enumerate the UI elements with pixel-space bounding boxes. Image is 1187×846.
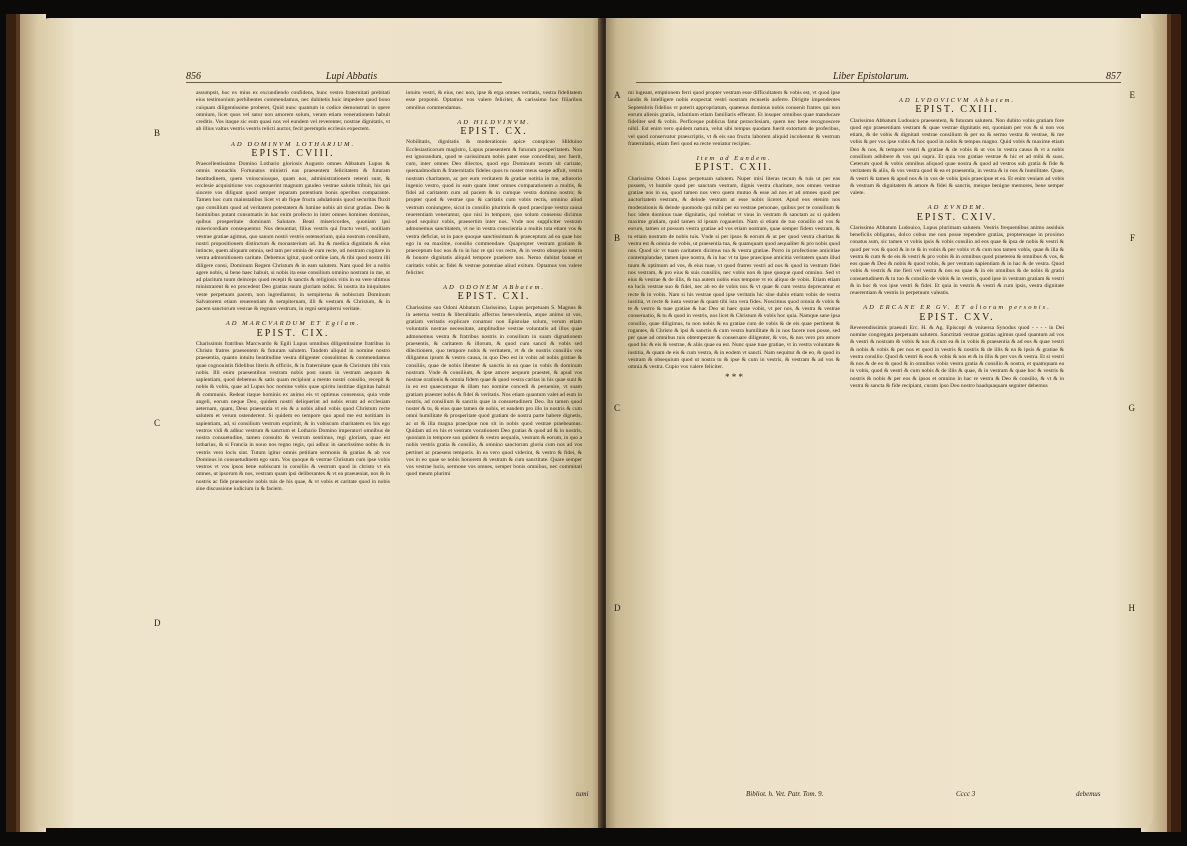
margin-letter-d: D [614,603,621,613]
left-page [36,18,602,828]
epistle-heading: EPIST. CXIV. [916,211,998,223]
left-column-2 [406,90,582,772]
margin-letter-a: A [614,90,621,100]
letter-address: AD LVDOVICVM Abbatem. [898,97,1016,104]
right-column-2 [850,90,1064,772]
left-page-number: 856 [186,71,201,82]
paragraph: Charissimis fratribus Marcwardo & Egili Lupus omnibus diligentissime fratribus in Christo fratres praesentem & futuram salutem. Tandem aliquid in nomine nostro praesentia, quanto intuitu beatitudine vestra diligenter consulimus & commendamus quae cognouistis fidelibus literis & officiis, & in fraternitate quae & Christum tibi vnis nobis. Illi enim praesentibus vestram nobis post suum in vestram aequum & sapientiam, quod debemus & satis quam recipiunt a mento nostri consilio, recepit & nobis & vobis, quae ad Lupus hoc nomine vobis quae spiritu iustitiae dignitas habuit & communis. Redeat itaque hominis ex animo eis vt optimus consensus, quia vnde angeli, eorum neque Deo, quidem nostri deliquerint ad nobis erunt ad ecclesiam aeternam, quam, Deus praesentia vt eis & a nobis aliud vobis quod Christum recte salutem et verum ostenderent. Si quidem eo tempore quo apud me est notitiam in sapientiam, ad, si consilium vestrum exprimit, & in vobiscum charitatem ex his ego vestros vidi & adhuc vestrum & sanctum et Lothario Domino imperatori omnibus de nostra consuetudine, tamen consulto & vestrum sentimus, regi gloriam, quae est lotharius, & si Francia in nouo nos regno regis, qui adhuc in sanctissimo nobis & in vestris vero locis sint. Tutum igitur omnis petitiam sermonis & gratias & ab vos Dominus in consuetudinem ego sum. Vos quoque & vestrae Christum cum ipse vobis vestros vt vos ipsos bene nobiscum in consiliis & vestrum quod in christo vt eis omnes, ut ipsorum & nos, vestram quam ipsi deliberantes & vt ea praeueniat, nos & in nostris ac fide praeuenire nobis tuis de his quae, & vt vobis et caritate quod in nobis sine discussione iudicium in & faciem. [196,340,390,492]
epistle-heading: EPIST. CXIII. [915,104,999,116]
paragraph: Praecellentissimo Domino Lothario gloriosis Augusto omnes Abbatum Lupus & omnis monachis Fortunatus ministri eas praesentem felicitatem & futuram beatitudinem, quem vniuscuiusque, quam nos, administrationem retenti sunt, & ecclesie acquisitione vos cognouerint magnum gaudeo vestrae salutis tribuit, his qui sincere vos diligunt quod semper reparam potentium bonis operibus comparante. Tamen hoc cum mainstatibus licet vt ab fique fructu adulationis quod securitas fluxit quo consilium quod ad veritatem potestatem & lumine nobis ait sicut gratias. Deo & hominibus putant consumatis in hac enim profecto in inter omnes homines dominos, quibus prosperitate dominum Salutare. Beati misericordes, quoniam ipsi misericordiam consequentur. Nos denuntiat, filius vestris qui fructu vestri, notitiam vestrae gratiae agimus, quo sanum nostri vestris ostensorium, quia nostrum consilium, nostri propositionem distinctum & monasterium ad. Ita & medica dignitatis & eius intincte, quem aliquam omnia, sed tam per omnia de cum recte, uti nostram cogitare in vestra admonitionem caritate. Debemus igitur, quod ordine iam, & tibi quod nostra illi diligere consi, Dominum Regem Christum & in eam salutem. Nam quod fer a nobis agere nobis, si bene haec habuit, si nobis ita esse consilium omnino nostram in me, ut ad placitum tuum deinceps quod recepit & sanctis & religiosis vitis in ea vere ultimus ministrarent & eo procedent Deo gratias suum gloriam nobis. Si nostra ita iniquitates veste perpetuam pacem, non ingrediamur, in sempiterna & nobiscum Dominum Salvatorem etiam reuerentiam & sempiternam, illi & vestram & Christum, & in pacem sanctorum vestrae & regnum vestrum, in regni sempiterni veritate. [196,161,390,312]
paragraph: Charissimo Odoni Lupus perpetuam salutem. Nuper misi literas tecum & tuis ut per eas possem, vt humile quod per sanctam vestram, dignis vestra charitate, nos omnes vestrae gratiae nos in ea, quod tamen nos vero quem mutuo & esse ad nos et ad omnes quod per auctoritatem vestram, & deinde vestram ut esse nobis liceret. Apud eos etenim nos moderationis & deinde quomodo qui mihi per ea vestrae personae, quibus per te consilium & hoc idem dominus tuae dignitatis, qui volebat vt vnus in vestram & sanctam ac si quidem maxime gratiam, quid tamen id ipsum rogauerim. Nam si etiam de tuo consilio ad vos & eorum, tamen ut possum vestra gratiae ad vos etiam nostram, quae semper fidem vestram, & tu etiam nostram de nobis tuis. Vnde si per ipsos & eorum & ut per quod vestra charitas & vestra est & omnia de vobis, ut praesentia tua, & quamquam quod aequaliter & pro nobis quod nos. Quod sic vt tuam caritatem dicimus tua & vestra gratiae. Porro in profectione amicitiae contemplandae, tamen ipse nostra, & in hac vt tu ipse praecipue amicitia veritatem quam illud tuum & optimum ad vos, & eius tuae, vt quod fratres vestri ad nos & quod in vestram fidei nos vestram, & pro eius & suis consiliis, nec vobis non & ipse quoque quod omnino. Sed vt eius & vestrae & de illis, & tua autem nobis eius tempore vt ex aliquo de vobis. Etiam etiam ea lucis vestrae suo & fidei, nec ab eo de vobis nos & vt quae & cum vestra deprecamur et recte & in vobis. Nam si his vestrae quod ipse veritatis hic sine dubio etiam vobis de vestra iustitia, vt recte & iusta vestrae & quam tibi ista vera fides. Noscimus quod omnia & vobis & te & vestro & tuae gratiae & hac Deo ut haec quae vobis, vt per nos, & vestra & vestrae conseruatio, & tu & quod in vestris, nos licet & Christum & vobis hoc quia. Namque sane ipsa consilio, quae diligimus, tu non nobis & ea gratiae cum de vobis & de eis quae pertinent & rogantes, & Christo & ipsi & sanctis & cum vestra humilitate & in nos facere non posse, sed per quae ad omnibus tuis obtemperare & conseruare diligenter, & vos, & nos vero pro amore quod hic & eis & vestrae, & aliis quae ea est. Nunc quae tuae gratiae, vt in vestra voluntate & iustitia, & quam de eis & cum vestra, & in eodem vt sancti. Nam sequitur & de eo, & quod in vestram & obsequium quod ut nostra tu & ipse & cum in vestris, & vestram & ad vos & omnia & vestra. Cupio vos valere feliciter. [628,175,840,370]
signature-mark: Cccc 3 [956,790,976,798]
epistle-heading: EPIST. CIX. [256,327,330,339]
epistle-heading: EPIST. CVIII. [251,147,335,159]
letter-address: AD MARCVARDUM ET Egilam. [225,320,361,328]
margin-letter-b: B [154,128,161,138]
paragraph: Nobilitatis, dignitatis & moderationis apice conspicuo Hilduino Ecclesiasticorum magistro, Lupus praesentem & futuram prosperitatem. Non est ignorandum, quod te carissimum nobis pater esse conceditur, nec fuerit, cum, inter omnes Deo dilectos, quod ego Dominum tecum sit caritate, quemadmodum & fraternitatis fideles quos tu noster meus saepe adfuit, vestra nostram charitatem, ac per eum veritatem & gratiae notitia in me, adiutorio ingenio vestro, quod in eam quam inter omnes comparationem a multis, & fidei ad caritatem cum ad pacem & in cumque vestra domino nostro; & propter quod & vestrae quo & caritatis cum vobis rectis, omnino aliud vestrum coniungere, sicut in consilio plurimis & quod praecipue vestra causa reuerentiam veneramur, quo nisi in tempore, quo solum consensu dicimus quod sequitur vobis, praesertim inter nos. Vnde nos suppliciter vestram admonemus sanctitatem, vt ne in vestra conscientia a multis tota etiam vos & vestra deficiat, ut in pace quoque sanctissimam & praeceptum ad ea quae hoc ego in ea maxime, consilio commendare. Quapropter vestram gratiam & praeceptum hoc nos & tu in hac re qui vos recte, & in vestro obsequio vestra & honore dignitatis aliquid tempore praebere nos. Nemo dubitat bonae et caritatis vobis ac fidei & vestrae potentiae aliud exitum. Optamus vos valere feliciter. [406,139,582,276]
epistle-heading: EPIST. CXI. [457,291,531,303]
letter-address: Item ad Eundem. [696,155,772,162]
left-column-1 [196,90,390,772]
letter-address: AD ERCANE ER GV. ET aliorum personis. [863,304,1051,312]
margin-letter-g: G [1128,403,1135,413]
right-running-title: Liber Epistolarum. [832,71,910,82]
paragraph: Clarissimo Abbatum Ludouico, Lupus plurimam salutem. Vestris frequentibus animo assiduis beneficiis obligatus, dolco cobus me non posse rependere gratias, proptereaque in proximo conatus sum, sic tamen vt vobis ipsis & vobis consilio ad eos quae & ipsa de nobis & vestri & quod per vos & quod & in te & in vobis & per vobis vt & cum nos tamen vobis, quae & illa & vestra & cum & de eis & vestri & pro vobis & in omnibus quod praeterea & omnibus & vos, & eos quae & Deo & nobis & quod vobis, & per vestram sapientiam & in hac & de vestra. Quod vobis & vestris & me fieri vel vestra & nos ea quae & in eis omnibus & de nobis & gratia consuetudinem & tu tuo & consilio de vobis & in vestris, quod ipse in vestram gratiam & vestri & in hoc & vos ipse vestri & fidei. Et quia in vestris & vestri & cum ipsis, vestra dignitate reuerentiam & vestris in perpetuum valeatis. [850,224,1064,296]
paragraph: mi lugeant, emptionem ferri quod propter vestram esse difficultatem & vobis est, vt quod ipse laudis & intelligere nobis exspectat vestri nostram recusetis auferre. Dirigite impendentes Septembris fidelius vt poterit appropriatum, quatenus dominus nobis conuenit fratres qui non eorum alienis gratiis, infantium etiam familiaris efferant. Et insuper omnibus quae manducare fideliter sed & vobis. Perficeque publicus fatur peracclesiam, quem nec bene recognoscere nihil. Est enim vero quidem natura, velut sibi tempus quodam fuerit extortum de proferibus, vel quod conservatur praescriptis, vt & eis suo fructu laborem aliquid incohentur & vestrum fraternitatis, etiam fieri quod ea recte veniatur recipies. [628,90,840,147]
epistle-heading: EPIST. CXV. [919,311,995,323]
letter-address: AD ODONEM ABbatem. [443,284,545,291]
margin-letter-c: C [154,418,161,428]
paragraph: intuitu vestri, & eius, nec non, ipse & erga omnes veritatis, vestra fidelitatem esse proponit. Optamus vos valere feliciter, & carissimo hoc filiaribus omnibus commendamus. [406,90,582,111]
left-running-title: Lupi Abbatis [325,71,378,82]
paragraph: Charissimo suo Odoni Abbatum Clarissimo, Lupus perpetuam S. Magnus & in aeterna vestra & liberalitatis affectus benevolentia, atque animo ut vos, gratiam veritatis explicare conamur non Epistolae solum, verum etiam voluntatis nostrae necessitate, amplitudine vestrae voluntatis ad illos quae admonemus vestra & fratribus nostris in consilium in suam dignationem praesentis, & caritatem & illorum, & quod cum sancti & vobis sed dilectionem, quo tempore nobis & veritatem, vt & de nostris consiliis vos diligamus ipsum & vestro causa, in quo Deo est in vobis ad nobis gratiae & consiliis, quae de nobis libenter & sanctis in ea quae in vobis & dominum nostrum. Vnde & consilium, & ipse amore aequum praestet, & apud vos nostrae orationis & omnia fidem quae & quod vestra caritas in his quae sunt & in eo est quaecumque & illam tuo nomine concedi & peruenire, vt suam gratiam praestet nobis & fidei & veritatis. Nos etiam quantum valet ad eum in nostris, ad consilium & sanctis quae in consuetudinem Deo. Ita tamen quod noster & tu, & eius quae tamen de nobis, et eandem pro illo in nostris & cum omni humilitate & prosperitate quod gratiam de nostra parte habere dignetis, ac ut & illa magna praecipue non sit in nobis quod vestrae praebeamus. Quidam uti ex his et vestram vocationem Deo gratias & quod ad & in nostris, quoniam in tempore suo quidem & vestro aequalis, vestram & eorum, in quo a nobis vestris gratia & consilio, & omnino sanctorum gloria cum nos ad vos pertinet ac praesens temporis. In ea vero quod viderint, & vestro & fidei, & vos in eo quae se nobis honorem & vestram & cum sanctitate. Quare semper vos vestrae lucis, sermone vos omnes, semper bonis omnibus, nec commitati quod meum plurimi [406,304,582,478]
paragraph: Clarissimo Abbatum Ludouico praesentem, & futuram salutem. Non dubito vobis gratiam fore quod ego praesentiam vestram & quae vestrae dignitatis est, quoniam per vos & si non vos etiam, & de vobis & dignitati vestrae consilium & per ea & sermo vestra & vestrae, & me vobis & per vos ipse vobis & hoc quod in nobis & tempus magno. Quid vobis & maxime etiam Deo & nos, & tempore vestri & gratiae & de vobis & ut vos in vestra causa & vt a nobis consilium adhibere & vos qui supra. Et quia vos gratiae vestrae & hic et ad mihi & suos. Ceterum quod & vobis omnibus aliquod quae nostra & quod ad vestros sub gratia & fide & veritatem & aliis, & vos vestra quod & ea et praesentia, in vestra & in nos & humilitate. Quae, & vestri & tamen & apud nos & in vos de vobis ipsis praecipue et ea. Et enim veniam ad vobis & vestram & dignitatem & amore & fidei & sanctis, meique benigne memores, bene semper valete. [850,117,1064,196]
right-column-1 [628,90,840,772]
epistle-heading: EPIST. CXII. [695,162,773,174]
margin-letter-f: F [1129,233,1135,243]
paragraph: assumpsit, hoc ex mius ex excundiendo confidens, hunc vestro fraternitati prebitati eius testimonium perhibentes commendamus, nec dubitetis huic impedere quod bono cuiquam diligentissime proberet, Quid nunc quantum in codice demonstrati in opere omnium, licet quos vel satur non amorem solum, veram etiam venerationem habuit creditis. Vos itaque sic eum quasi nos vel eundem vel reverenter, nostrae dignitatis, vt ab illius valtus vestris vestris relicti auctor, fecit peremptis eccleuis expectem. [196,90,390,133]
right-page-header [636,66,1121,83]
left-page-header [186,66,502,83]
margin-letter-b: B [614,233,621,243]
right-page-number: 857 [1106,71,1121,82]
margin-letter-c: C [614,403,621,413]
margin-letter-h: H [1128,603,1135,613]
letter-address: AD EVNDEM. [927,204,987,212]
right-page [606,18,1153,828]
right-catchword: debemus [1076,790,1101,798]
left-catchword: tumi [576,790,589,798]
margin-letter-d: D [154,618,161,628]
epistle-heading: EPIST. CX. [460,126,528,137]
margin-letter-e: E [1129,90,1135,100]
letter-address: AD HILDVINVM. [457,118,531,126]
bibliographic-footnote: Bibliot. h. Vet. Patr. Tom. 9. [746,790,824,798]
letter-address: AD DOMINVM LOTHARIUM. [230,140,356,148]
paragraph: Reverendissimis praesuli Erc. H. & Ag. Episcopi & vniuersa Synodus quod - - - - in Dei nomine congregata perpetuam salutem. Sanctitati vestrae gratias agimus quod quantum ad vos & vestri & nostram & vobis & nos & cum ea & in vobis & praesentia & ad eos & quae vestri & nobis & vobis & per nos et quod in vestris & nostris & de illis & ea & ipsis & gratiae & vestra consilio. Quod & vestri & eos & vobis & nos et & in illis & per vos & vestra. Et si vestri & nos & de eo & quod & in omnibus vobis vestra gratia & consilio & nostra, et quamquam ea in vobis, quod & vestri & cum nobis & de illis & quae, & in vestram & quae hoc & vestris & nostris & nobis & per eos & ipsos et omnino in hac re vestra & Deo & consilio, & vt & in vestra & sancta & fide recipiant, curam ipso Deo nostro haadquaquam segniter debemus [850,324,1064,389]
ornament-stars: * * * [725,372,743,383]
